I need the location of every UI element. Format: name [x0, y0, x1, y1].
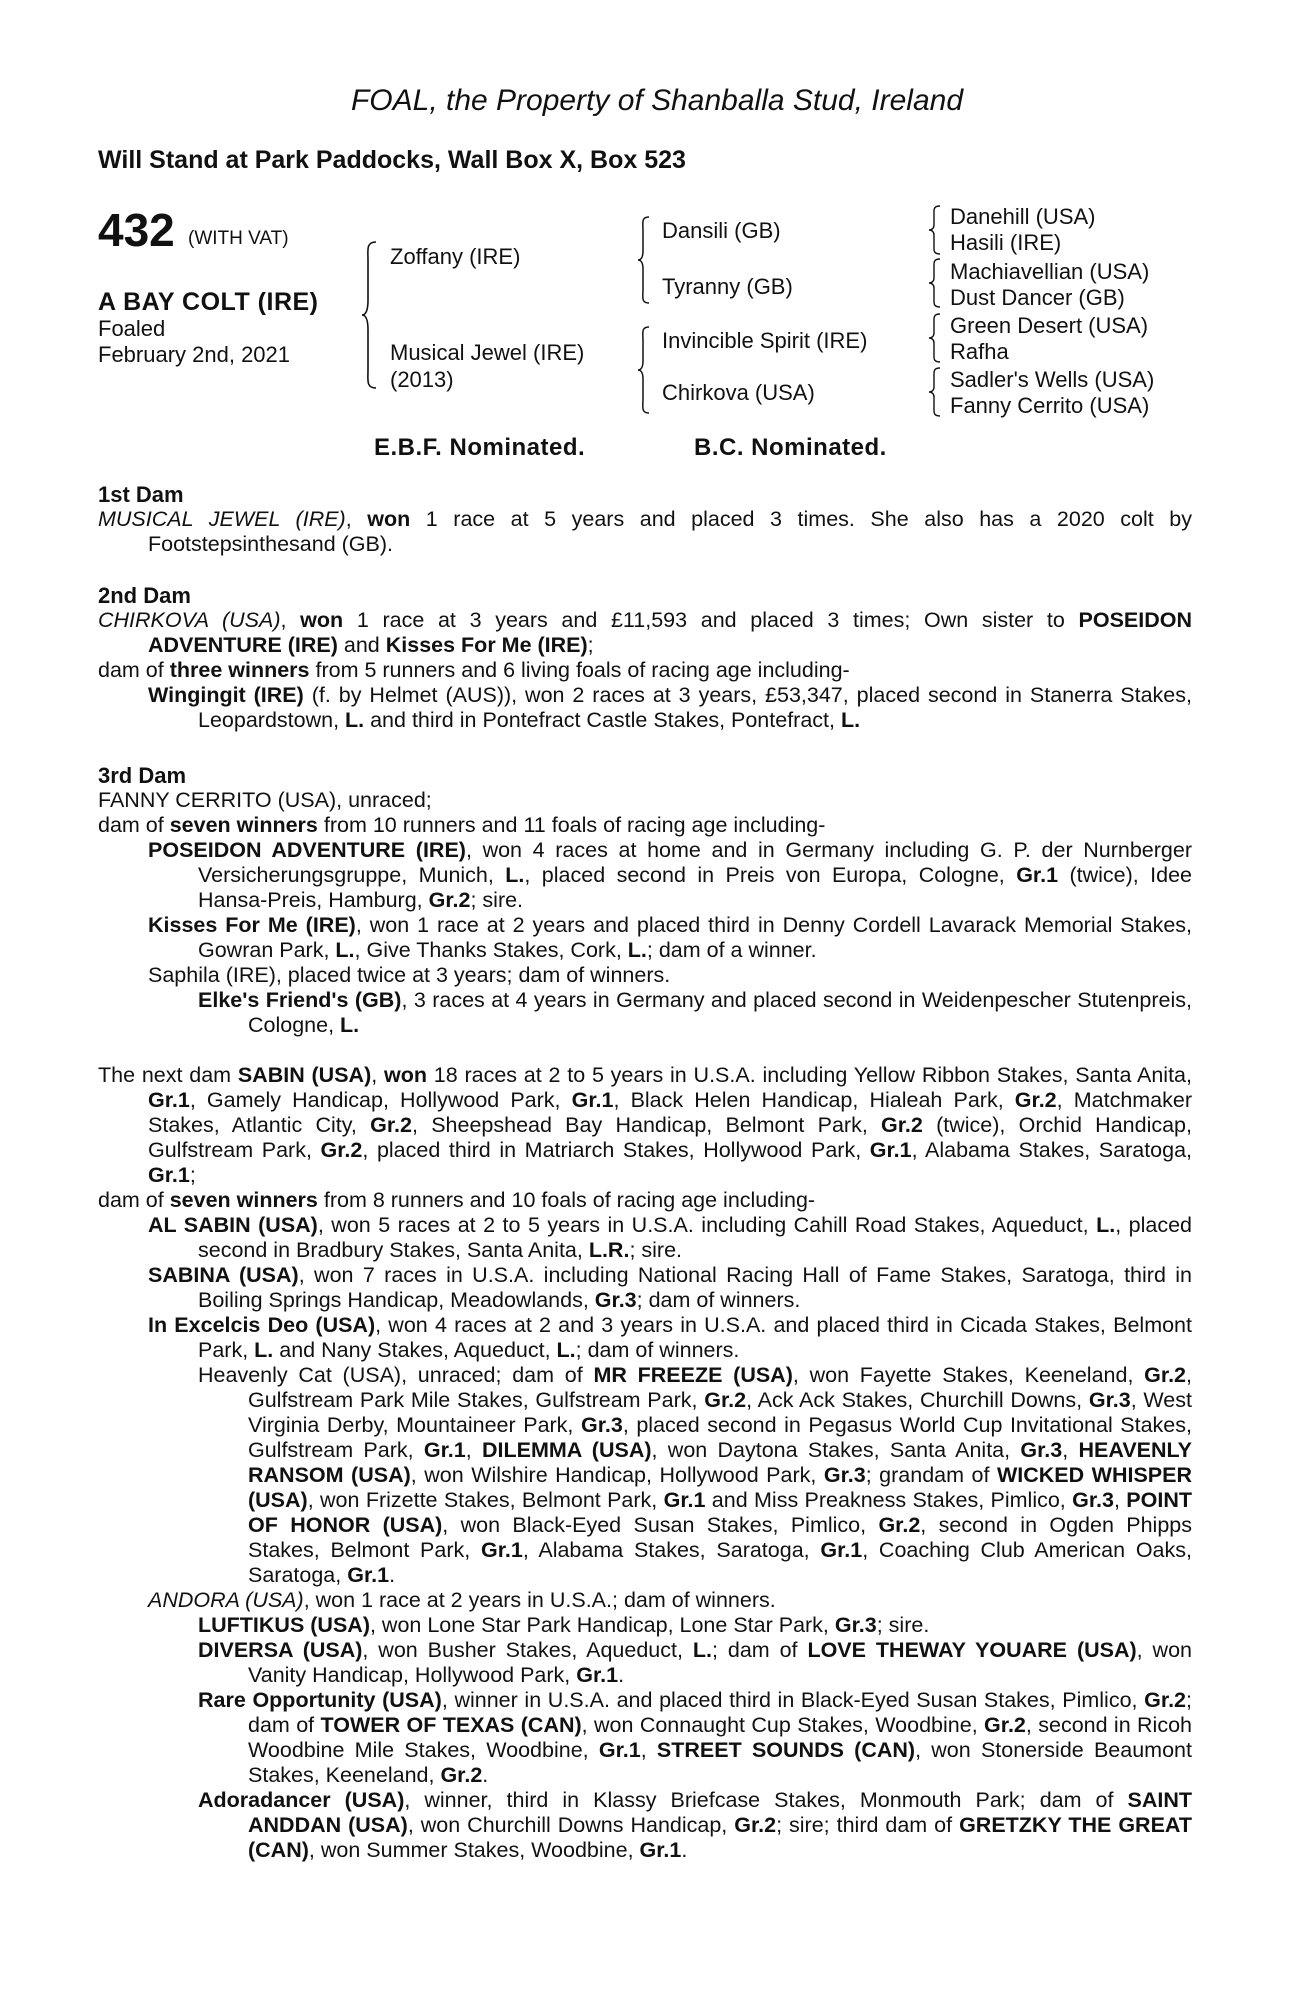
text: ,: [640, 1738, 657, 1762]
produce-entry: [98, 1788, 1192, 1863]
horse-name: POSEIDON ADVENTURE (IRE): [148, 608, 1192, 657]
pedigree-g-ddd: Fanny Cerrito (USA): [950, 393, 1150, 418]
produce-entry: [98, 1213, 1192, 1263]
text: , Gulfstream Park Mile Stakes, Gulfstream Park,: [248, 1363, 1192, 1412]
race-grade: Gr.2: [1144, 1688, 1187, 1712]
first-dam-name: MUSICAL JEWEL (IRE): [98, 507, 346, 531]
text: , won Vanity Handicap, Hollywood Park,: [248, 1638, 1192, 1687]
text: , winner in U.S.A. and placed third in Black-Eyed Susan Stakes, Pimlico,: [441, 1688, 1145, 1712]
text: , West Virginia Derby, Mountaineer Park,: [248, 1388, 1192, 1437]
text: (twice), Orchid Handicap, Gulfstream Park,: [148, 1113, 1192, 1162]
text: , won Frizette Stakes, Belmont Park,: [307, 1488, 664, 1512]
horse-name: Kisses For Me (IRE): [385, 633, 588, 657]
race-grade: Gr.1: [663, 1488, 706, 1512]
text: ,: [1062, 1438, 1079, 1462]
produce-entry: [98, 1638, 1192, 1688]
next-dam-section: [98, 1063, 1192, 1863]
text: ; dam of: [711, 1638, 808, 1662]
vat-note: (WITH VAT): [188, 228, 289, 249]
race-grade: Gr.1: [571, 1088, 614, 1112]
pedigree-dam-sire: Invincible Spirit (IRE): [662, 328, 868, 353]
race-grade: Gr.1: [639, 1838, 682, 1862]
pedigree-dam: Musical Jewel (IRE): [390, 340, 585, 365]
horse-name: Adoradancer (USA): [198, 1788, 405, 1812]
race-grade: Gr.1: [148, 1163, 190, 1187]
horse-name: AL SABIN (USA): [148, 1213, 318, 1237]
pedigree-g-dsd: Rafha: [950, 339, 1009, 364]
horse-name: POSEIDON ADVENTURE (IRE): [148, 838, 466, 862]
horse-name: DILEMMA (USA): [482, 1438, 652, 1462]
text: , won 4 races at 2 and 3 years in U.S.A. and placed third in Cicada Stakes, Belmont Park,: [198, 1313, 1192, 1362]
pedigree-sire: Zoffany (IRE): [390, 244, 521, 269]
text: ,: [465, 1438, 482, 1462]
text: , Gamely Handicap, Hollywood Park,: [189, 1088, 572, 1112]
text: .: [482, 1763, 489, 1787]
pedigree-g-sds: Machiavellian (USA): [950, 259, 1150, 284]
race-grade: Gr.3: [1088, 1388, 1131, 1412]
text: , Coaching Club American Oaks, Saratoga,: [248, 1538, 1192, 1587]
text: , Alabama Stakes, Saratoga,: [522, 1538, 821, 1562]
race-grade: Gr.3: [594, 1288, 637, 1312]
race-grade: Gr.1: [598, 1738, 641, 1762]
text: , placed second in Pegasus World Cup Invitational Stakes, Gulfstream Park,: [248, 1413, 1192, 1462]
winners-count: seven winners: [169, 1188, 318, 1212]
text: dam of: [98, 813, 170, 837]
text: , Black Helen Handicap, Hialeah Park,: [613, 1088, 1015, 1112]
second-dam-produce: [98, 658, 1192, 683]
produce-entry: [98, 1613, 1192, 1638]
text: , placed third in Matriarch Stakes, Hollywood Park,: [362, 1138, 870, 1162]
pedigree-brace-g2: [928, 258, 942, 308]
text: , Alabama Stakes, Saratoga,: [911, 1138, 1193, 1162]
horse-name: DIVERSA (USA): [198, 1638, 363, 1662]
second-dam-heading: 2nd Dam: [98, 583, 191, 608]
horse-name: TOWER OF TEXAS (CAN): [320, 1713, 582, 1737]
text: , winner, third in Klassy Briefcase Stakes, Monmouth Park; dam of: [404, 1788, 1128, 1812]
text: ,: [1113, 1488, 1127, 1512]
text: and Miss Preakness Stakes, Pimlico,: [705, 1488, 1073, 1512]
horse-name: SABINA (USA): [148, 1263, 299, 1287]
race-grade: Gr.3: [823, 1463, 866, 1487]
race-grade: Gr.3: [1020, 1438, 1063, 1462]
third-dam-heading: 3rd Dam: [98, 763, 187, 788]
ebf-nomination: E.B.F. Nominated.: [374, 434, 586, 461]
text: ; sire.: [470, 888, 524, 912]
first-dam-record: 1 race at 5 years and placed 3 times. She also has a 2020 colt by Footstepsinthesand (GB).: [148, 507, 1192, 556]
text: , won Daytona Stakes, Santa Anita,: [651, 1438, 1021, 1462]
text: , Matchmaker Stakes, Atlantic City,: [148, 1088, 1193, 1137]
text: ; dam of winners.: [636, 1288, 801, 1312]
race-grade: L.: [627, 938, 647, 962]
text: , won 1 race at 2 years and placed third in Denny Cordell Lavarack Memorial Stakes, Gowran Park,: [198, 913, 1192, 962]
foaled-date: February 2nd, 2021: [98, 342, 291, 367]
race-grade: Gr.1: [480, 1538, 523, 1562]
lot-number: 432: [98, 204, 175, 256]
text: .: [618, 1663, 625, 1687]
text: ; grandam of: [865, 1463, 997, 1487]
text: and: [337, 633, 386, 657]
race-grade: Gr.1: [423, 1438, 466, 1462]
text: .: [389, 1563, 396, 1587]
horse-name: HEAVENLY RANSOM (USA): [248, 1438, 1193, 1487]
text: ;: [189, 1163, 196, 1187]
race-grade: Gr.2: [320, 1138, 363, 1162]
text: , second in Ogden Phipps Stakes, Belmont Park,: [248, 1513, 1193, 1562]
produce-entry: [98, 1263, 1192, 1313]
race-grade: L.: [1096, 1213, 1116, 1237]
horse-name: WICKED WHISPER (USA): [248, 1463, 1192, 1512]
bc-nomination: B.C. Nominated.: [694, 434, 887, 461]
second-dam-text: CHIRKOVA (USA), won 1 race at 3 years and £11,593 and placed 3 times; Own sister to POSEIDON ADVENTURE (IRE) and Kisses For Me (IRE);: [98, 608, 1192, 657]
pedigree-brace-dam: [636, 325, 652, 415]
horse-name: LUFTIKUS (USA): [198, 1613, 370, 1637]
text: , 3 races at 4 years in Germany and placed second in Weidenpescher Stutenpreis, Cologne,: [248, 988, 1192, 1037]
text: ; sire; third dam of: [776, 1813, 960, 1837]
text: , won 5 races at 2 to 5 years in U.S.A. including Cahill Road Stakes, Aqueduct,: [317, 1213, 1097, 1237]
pedigree-brace-g1: [928, 205, 942, 255]
first-dam-section: [98, 482, 1192, 557]
pedigree-g-sss: Danehill (USA): [950, 204, 1096, 229]
horse-name: GRETZKY THE GREAT (CAN): [248, 1813, 1192, 1862]
pedigree-g-dds: Sadler's Wells (USA): [950, 367, 1155, 392]
race-grade: Gr.2: [878, 1513, 921, 1537]
text: , won Fayette Stakes, Keeneland,: [792, 1363, 1145, 1387]
race-grade: L.R.: [588, 1238, 630, 1262]
race-grade: Gr.2: [440, 1763, 483, 1787]
produce-entry: [98, 913, 1192, 963]
text: dam of: [98, 658, 170, 682]
race-grade: Gr.1: [869, 1138, 912, 1162]
text: The next dam: [98, 1063, 238, 1087]
text: and third in Pontefract Castle Stakes, Pontefract,: [364, 708, 841, 732]
horse-name: MR FREEZE (USA): [593, 1363, 793, 1387]
text: Heavenly Cat (USA), unraced; dam of: [198, 1363, 594, 1387]
pedigree-g-sdd: Dust Dancer (GB): [950, 285, 1125, 310]
text: , won Churchill Downs Handicap,: [407, 1813, 735, 1837]
race-grade: Gr.2: [370, 1113, 412, 1137]
text: from 5 runners and 6 living foals of racing age including-: [309, 658, 850, 682]
horse-name: SAINT ANDDAN (USA): [248, 1788, 1192, 1837]
page-title: FOAL, the Property of Shanballa Stud, Ireland: [350, 84, 964, 117]
third-dam-section: [98, 763, 1192, 1038]
text: , won Summer Stakes, Woodbine,: [308, 1838, 640, 1862]
race-grade: L.: [840, 708, 861, 732]
text: ;: [587, 633, 594, 657]
text: .: [681, 1838, 688, 1862]
text: (twice), Idee Hansa-Preis, Hamburg,: [198, 863, 1192, 912]
text: , won Connaught Cup Stakes, Woodbine,: [581, 1713, 985, 1737]
text: , won Busher Stakes, Aqueduct,: [362, 1638, 693, 1662]
second-dam-section: [98, 583, 1192, 733]
text: , Sheepshead Bay Handicap, Belmont Park,: [411, 1113, 882, 1137]
text: dam of: [98, 1188, 170, 1212]
text: , won Lone Star Park Handicap, Lone Star Park,: [369, 1613, 835, 1637]
text: , Give Thanks Stakes, Cork,: [354, 938, 628, 962]
horse-name: Wingingit (IRE): [148, 683, 304, 707]
foaled-label: Foaled: [98, 316, 166, 341]
horse-name: Rare Opportunity (USA): [198, 1688, 442, 1712]
text: ; sire.: [876, 1613, 930, 1637]
pedigree-g-ssd: Hasili (IRE): [950, 230, 1062, 255]
pedigree-sire-sire: Dansili (GB): [662, 218, 781, 243]
third-dam-name: FANNY CERRITO (USA), unraced;: [98, 788, 432, 812]
text: ; sire.: [629, 1238, 683, 1262]
won-label: won: [367, 507, 411, 531]
pedigree-dam-dam: Chirkova (USA): [662, 380, 815, 405]
winners-count: three winners: [169, 658, 310, 682]
race-grade: Gr.1: [576, 1663, 619, 1687]
text: from 8 runners and 10 foals of racing age including-: [317, 1188, 816, 1212]
race-grade: L.: [505, 863, 525, 887]
stand-location: Will Stand at Park Paddocks, Wall Box X, Box 523: [98, 146, 686, 174]
race-grade: Gr.3: [1072, 1488, 1114, 1512]
third-dam-produce: [98, 813, 1192, 838]
text: 1 race at 3 years and £11,593 and placed 3 times; Own sister to: [343, 608, 1079, 632]
next-dam-text: The next dam SABIN (USA), won 18 races at 2 to 5 years in U.S.A. including Yellow Ribbon Stakes, Santa Anita, Gr.1, Gamely Handicap, Hollywood Park, Gr.1, Black Helen Handicap, Hialeah Park, Gr.2, Matchmaker Stakes, Atlantic City, Gr.2, Sheepshead Bay Handicap, Belmont Park, Gr.2 (twice), Orchid Handicap, Gulfstream Park, Gr.2, placed third in Matriarch Stakes, Hollywood Park, Gr.1, Alabama Stakes, Saratoga, Gr.1;: [98, 1063, 1193, 1187]
text: , won 4 races at home and in Germany including G. P. der Nurnberger Versicherungsgruppe, Munich,: [198, 838, 1193, 887]
text: , won 1 race at 2 years in U.S.A.; dam of winners.: [303, 1588, 776, 1612]
race-grade: Gr.3: [580, 1413, 623, 1437]
produce-entry: [98, 1363, 1192, 1588]
text: , won Black-Eyed Susan Stakes, Pimlico,: [442, 1513, 879, 1537]
produce-entry: [98, 838, 1192, 913]
race-grade: Gr.3: [834, 1613, 877, 1637]
produce-entry: [98, 988, 1192, 1038]
text: 18 races at 2 to 5 years in U.S.A. including Yellow Ribbon Stakes, Santa Anita,: [426, 1063, 1192, 1087]
pedigree-brace-sire: [636, 215, 652, 305]
race-grade: Gr.1: [347, 1563, 390, 1587]
next-dam-produce: [98, 1188, 1192, 1213]
horse-name: ANDORA (USA): [148, 1588, 304, 1612]
produce-entry: Saphila (IRE), placed twice at 3 years; dam of winners.: [148, 963, 671, 987]
produce-entry: [98, 1588, 1192, 1613]
race-grade: Gr.1: [148, 1088, 190, 1112]
text: , second in Ricoh Woodbine Mile Stakes, Woodbine,: [248, 1713, 1193, 1762]
horse-name: In Excelcis Deo (USA): [148, 1313, 376, 1337]
race-grade: Gr.2: [1144, 1363, 1187, 1387]
race-grade: Gr.2: [428, 888, 471, 912]
first-dam-text: MUSICAL JEWEL (IRE), won 1 race at 5 years and placed 3 times. She also has a 2020 colt by Footstepsinthesand (GB).: [98, 507, 1192, 556]
text: (f. by Helmet (AUS)), won 2 races at 3 years, £53,347, placed second in Stanerra Stakes, Leopardstown,: [198, 683, 1192, 732]
pedigree-g-dss: Green Desert (USA): [950, 313, 1149, 338]
text: , Ack Ack Stakes, Churchill Downs,: [746, 1388, 1089, 1412]
pedigree-brace-main: [360, 240, 380, 390]
horse-name: STREET SOUNDS (CAN): [656, 1738, 916, 1762]
race-grade: Gr.1: [820, 1538, 863, 1562]
pedigree-brace-g3: [928, 313, 942, 363]
pedigree-sire-dam: Tyranny (GB): [662, 274, 793, 299]
horse-name: Elke's Friend's (GB): [198, 988, 402, 1012]
text: ; dam of: [248, 1688, 1192, 1737]
produce-entry: [98, 1688, 1192, 1788]
race-grade: Gr.1: [1016, 863, 1059, 887]
pedigree-brace-g4: [928, 367, 942, 417]
horse-description: A BAY COLT (IRE): [98, 288, 319, 316]
text: , placed second in Preis von Europa, Cologne,: [524, 863, 1017, 887]
text: , won 7 races in U.S.A. including National Racing Hall of Fame Stakes, Saratoga, third in Boiling Springs Handicap, Meadowlands,: [198, 1263, 1193, 1312]
horse-name: SABIN (USA): [237, 1063, 372, 1087]
race-grade: L.: [692, 1638, 712, 1662]
race-grade: Gr.2: [1014, 1088, 1057, 1112]
won-label: won: [300, 608, 344, 632]
horse-name: Kisses For Me (IRE): [148, 913, 356, 937]
race-grade: L.: [340, 1013, 360, 1037]
text: ; dam of a winner.: [646, 938, 817, 962]
produce-entry: [98, 1313, 1192, 1363]
race-grade: L.: [556, 1338, 576, 1362]
text: , won Stonerside Beaumont Stakes, Keeneland,: [248, 1738, 1192, 1787]
horse-name: POINT OF HONOR (USA): [248, 1488, 1192, 1537]
race-grade: L.: [254, 1338, 274, 1362]
race-grade: Gr.2: [881, 1113, 923, 1137]
first-dam-heading: 1st Dam: [98, 482, 184, 507]
text: , placed second in Bradbury Stakes, Santa Anita,: [198, 1213, 1192, 1262]
horse-name: LOVE THEWAY YOUARE (USA): [807, 1638, 1137, 1662]
text: and Nany Stakes, Aqueduct,: [273, 1338, 557, 1362]
produce-entry: [98, 683, 1192, 733]
race-grade: Gr.2: [984, 1713, 1026, 1737]
text: , won Wilshire Handicap, Hollywood Park,: [410, 1463, 824, 1487]
race-grade: L.: [335, 938, 355, 962]
text: from 10 runners and 11 foals of racing age including-: [317, 813, 826, 837]
race-grade: L.: [345, 708, 365, 732]
second-dam-name: CHIRKOVA (USA): [98, 608, 281, 632]
pedigree-dam-year: (2013): [390, 367, 454, 392]
race-grade: Gr.2: [704, 1388, 747, 1412]
won-label: won: [383, 1063, 427, 1087]
race-grade: Gr.2: [734, 1813, 777, 1837]
text: ; dam of winners.: [575, 1338, 740, 1362]
winners-count: seven winners: [169, 813, 318, 837]
